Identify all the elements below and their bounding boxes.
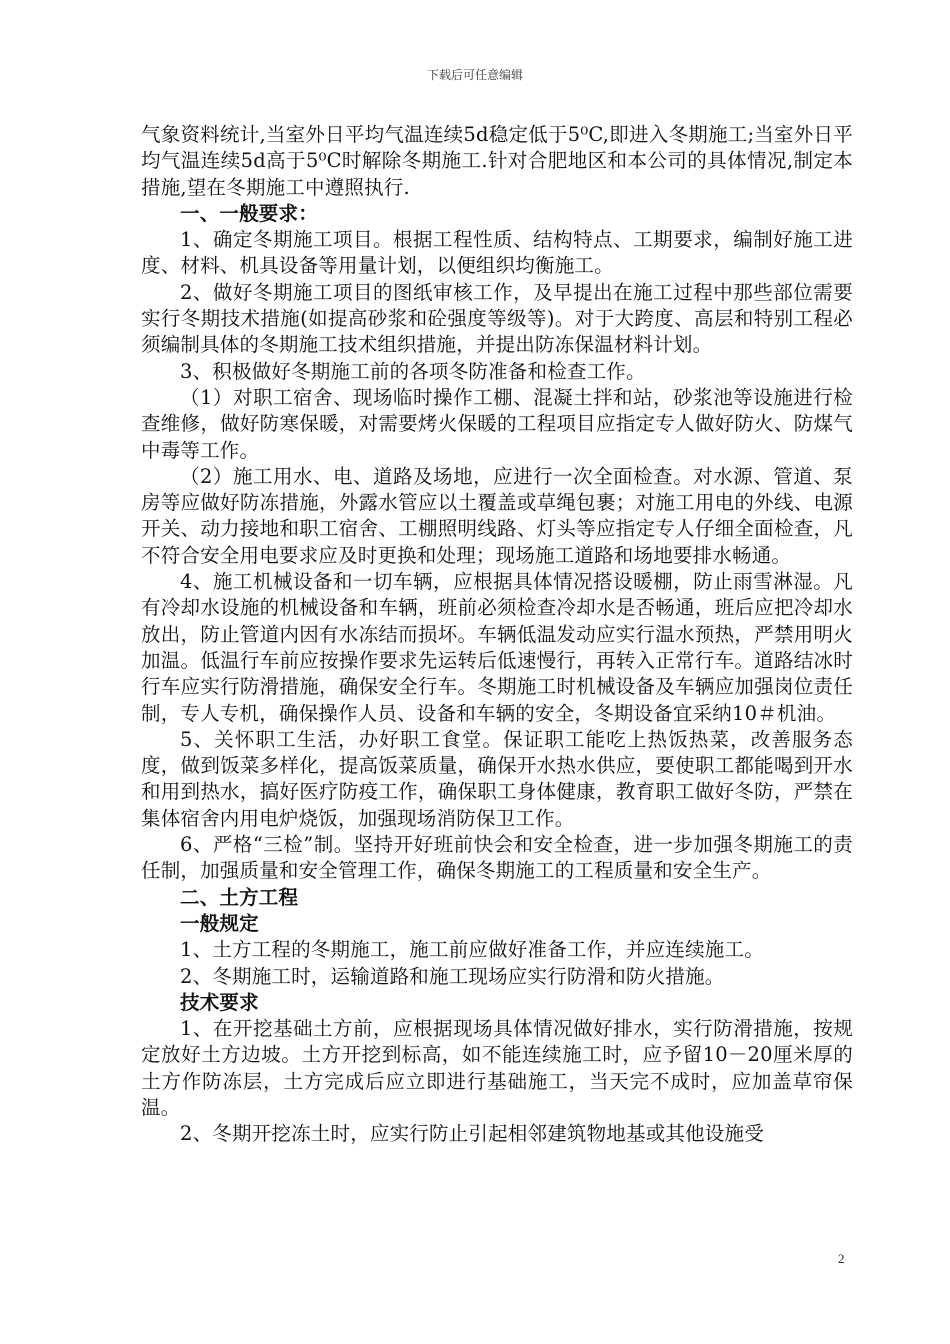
subheading-general-rules: 一般规定 bbox=[180, 911, 259, 935]
paragraph-subitem: （2）施工用水、电、道路及场地，应进行一次全面检查。对水源、管道、泵房等应做好防冻措施，外露水管应以土覆盖或草绳包裹；对施工用电的外线、电源开关、动力接地和职工宿舍、工棚照明线路、灯头等应指定专人仔细全面检查，凡不符合安全用电要求应及时更换和处理；现场施工道路和场地要排水畅通。 bbox=[141, 464, 853, 567]
paragraph-subitem: （1）对职工宿舍、现场临时操作工棚、混凝土拌和站，砂浆池等设施进行检查维修，做好防寒保暖，对需要烤火保暖的工程项目应指定专人做好防火、防煤气中毒等工作。 bbox=[141, 385, 853, 462]
paragraph-item: 1、确定冬期施工项目。根据工程性质、结构特点、工期要求，编制好施工进度、材料、机具设备等用量计划，以便组织均衡施工。 bbox=[141, 228, 853, 278]
section-heading-general-requirements: 一、一般要求： bbox=[180, 201, 318, 225]
paragraph-item: 6、严格“三检”制。坚持开好班前快会和安全检查，进一步加强冬期施工的责任制，加强质量和安全管理工作，确保冬期施工的工程质量和安全生产。 bbox=[141, 833, 853, 883]
paragraph-item: 1、在开挖基础土方前，应根据现场具体情况做好排水，实行防滑措施，按规定放好土方边坡。土方开挖到标高，如不能连续施工时，应予留10－20厘米厚的土方作防冻层，土方完成后应立即进行基础施工，当天完不成时，应加盖草帘保温。 bbox=[141, 1017, 853, 1119]
intro-paragraph: 气象资料统计,当室外日平均气温连续5d稳定低于5⁰C,即进入冬期施工;当室外日平均气温连续5d高于5⁰C时解除冬期施工.针对合肥地区和本公司的具体情况,制定本措施,望在冬期施工中遵照执行. bbox=[141, 123, 853, 199]
paragraph-item: 2、做好冬期施工项目的图纸审核工作，及早提出在施工过程中那些部位需要实行冬期技术措施(如提高砂浆和砼强度等级等)。对于大跨度、高层和特别工程必须编制具体的冬期施工技术组织措施，并提出防冻保温材料计划。 bbox=[141, 280, 853, 357]
subheading-technical-requirements: 技术要求 bbox=[180, 990, 259, 1014]
page-number: 2 bbox=[838, 1251, 845, 1266]
paragraph-item: 4、施工机械设备和一切车辆，应根据具体情况搭设暖棚，防止雨雪淋湿。凡有冷却水设施的机械设备和车辆，班前必须检查冷却水是否畅通，班后应把冷却水放出，防止管道内因有水冻结而损坏。车辆低温发动应实行温水预热，严禁用明火加温。低温行车前应按操作要求先运转后低速慢行，再转入正常行车。道路结冰时行车应实行防滑措施，确保安全行车。冬期施工时机械设备及车辆应加强岗位责任制，专人专机，确保操作人员、设备和车辆的安全，冬期设备宜采纳10＃机油。 bbox=[141, 570, 853, 725]
paragraph-item: 1、土方工程的冬期施工，施工前应做好准备工作，并应连续施工。 bbox=[180, 938, 764, 962]
paragraph-item: 5、关怀职工生活，办好职工食堂。保证职工能吃上热饭热菜，改善服务态度，做到饭菜多样化，提高饭菜质量，确保开水热水供应，要使职工都能喝到开水和用到热水，搞好医疗防疫工作，确保职工身体健康，教育职工做好冬防，严禁在集体宿舍内用电炉烧饭，加强现场消防保卫工作。 bbox=[141, 727, 853, 830]
document-body bbox=[141, 122, 853, 1148]
paragraph-item: 3、积极做好冬期施工前的各项冬防准备和检查工作。 bbox=[180, 359, 646, 383]
paragraph-item: 2、冬期开挖冻土时，应实行防止引起相邻建筑物地基或其他设施受 bbox=[180, 1122, 764, 1146]
section-heading-earthwork: 二、土方工程 bbox=[180, 885, 299, 909]
page-header: 下载后可任意编辑 bbox=[426, 68, 523, 82]
paragraph-item: 2、冬期施工时，运输道路和施工现场应实行防滑和防火措施。 bbox=[180, 964, 725, 988]
